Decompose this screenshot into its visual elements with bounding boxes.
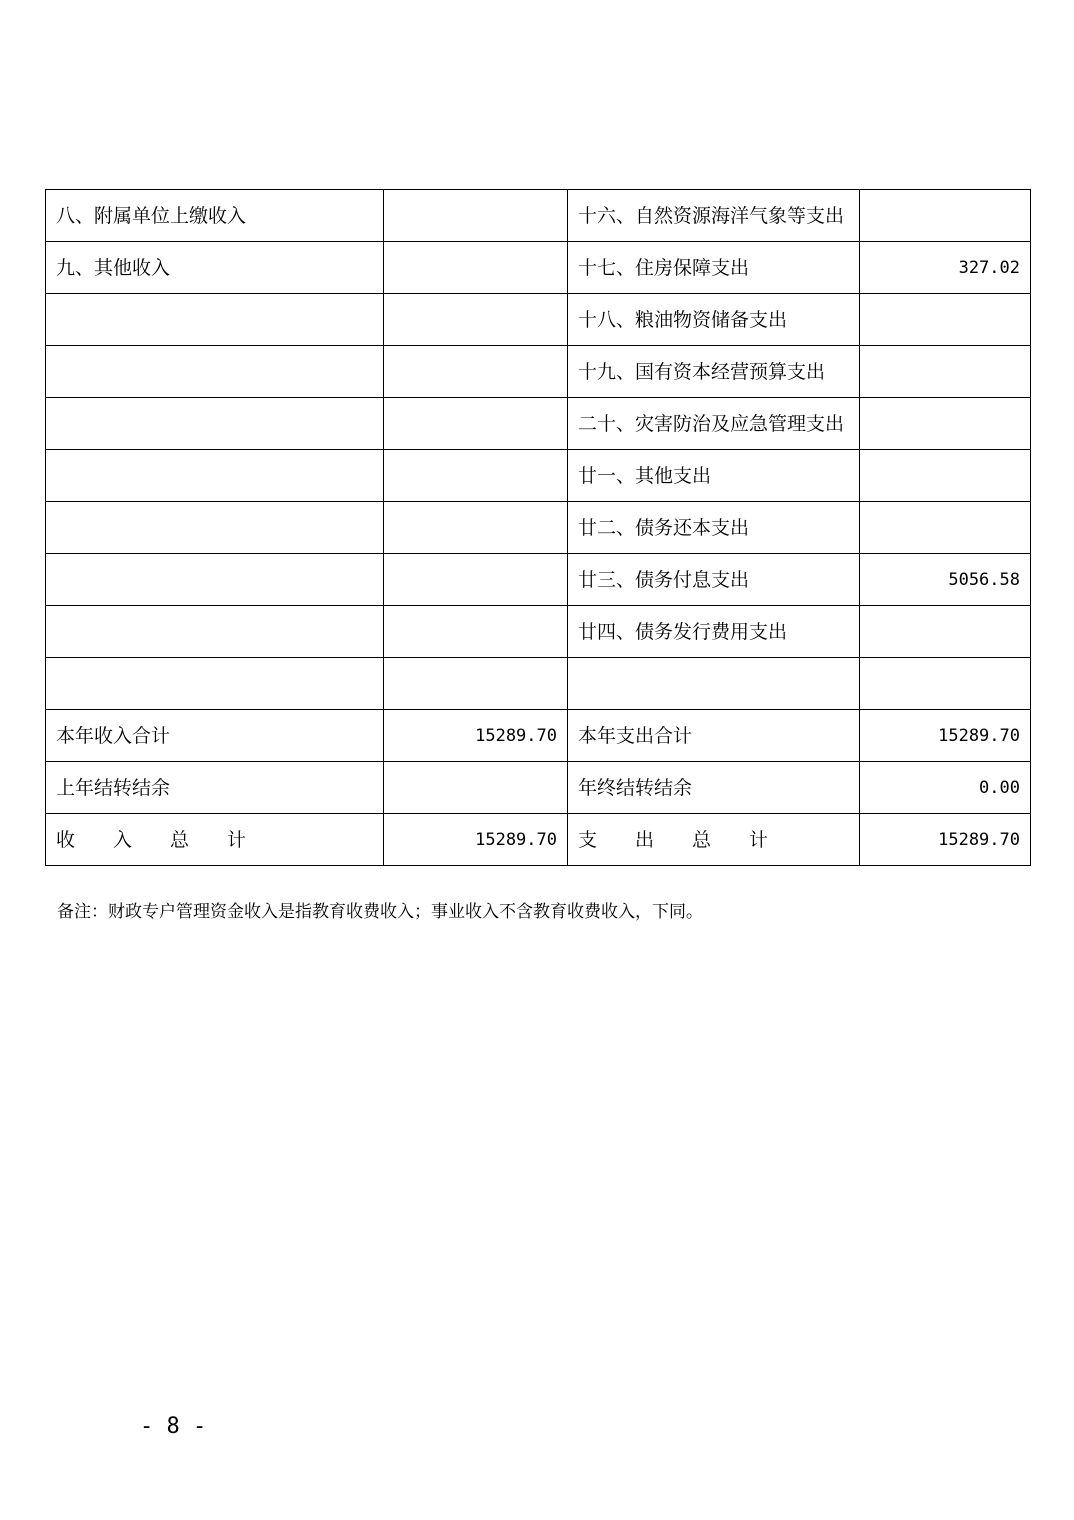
table-row <box>46 450 1031 502</box>
expense-value-cell <box>860 398 1031 450</box>
income-label-cell <box>46 398 384 450</box>
income-value-cell <box>384 398 568 450</box>
table-row <box>46 398 1031 450</box>
income-total-char: 收 <box>56 828 76 851</box>
table-row <box>46 294 1031 346</box>
expense-value-cell <box>860 502 1031 554</box>
income-label-cell <box>46 294 384 346</box>
expense-label-cell: 十七、住房保障支出 <box>568 242 860 294</box>
income-total-label <box>46 814 384 866</box>
income-value-cell <box>384 502 568 554</box>
expense-total-char: 支 <box>578 828 598 851</box>
expense-value-cell <box>860 606 1031 658</box>
expense-label-cell: 十九、国有资本经营预算支出 <box>568 346 860 398</box>
expense-label-cell: 本年支出合计 <box>568 710 860 762</box>
expense-total-char: 计 <box>748 828 768 851</box>
expense-value-cell <box>860 346 1031 398</box>
expense-value-cell: 0.00 <box>860 762 1031 814</box>
income-label-cell <box>46 606 384 658</box>
budget-table <box>45 189 1031 866</box>
expense-value-cell <box>860 450 1031 502</box>
income-total-char: 入 <box>112 828 132 851</box>
expense-value-cell <box>860 190 1031 242</box>
income-total-char: 总 <box>169 828 189 851</box>
income-value-cell <box>384 242 568 294</box>
income-label-cell: 九、其他收入 <box>46 242 384 294</box>
income-value-cell <box>384 294 568 346</box>
income-label-cell: 上年结转结余 <box>46 762 384 814</box>
income-label-cell <box>46 346 384 398</box>
expense-value-cell: 327.02 <box>860 242 1031 294</box>
table-row <box>46 242 1031 294</box>
income-label-cell <box>46 502 384 554</box>
income-total-value: 15289.70 <box>384 814 568 866</box>
income-value-cell <box>384 190 568 242</box>
total-row <box>46 814 1031 866</box>
table-row <box>46 658 1031 710</box>
footnote: 备注：财政专户管理资金收入是指教育收费收入；事业收入不含教育收费收入，下同。 <box>57 902 703 922</box>
expense-label-cell: 廿四、债务发行费用支出 <box>568 606 860 658</box>
expense-total-value: 15289.70 <box>860 814 1031 866</box>
table-row <box>46 190 1031 242</box>
expense-label-cell: 十八、粮油物资储备支出 <box>568 294 860 346</box>
expense-value-cell: 5056.58 <box>860 554 1031 606</box>
expense-label-cell: 十六、自然资源海洋气象等支出 <box>568 190 860 242</box>
income-value-cell <box>384 658 568 710</box>
table-row <box>46 346 1031 398</box>
income-value-cell <box>384 762 568 814</box>
income-value-cell: 15289.70 <box>384 710 568 762</box>
table-row <box>46 762 1031 814</box>
expense-label-cell: 年终结转结余 <box>568 762 860 814</box>
table-row <box>46 554 1031 606</box>
income-total-char: 计 <box>226 828 246 851</box>
income-label-cell: 本年收入合计 <box>46 710 384 762</box>
expense-value-cell: 15289.70 <box>860 710 1031 762</box>
table-row <box>46 502 1031 554</box>
income-label-cell: 八、附属单位上缴收入 <box>46 190 384 242</box>
expense-label-cell: 二十、灾害防治及应急管理支出 <box>568 398 860 450</box>
income-value-cell <box>384 554 568 606</box>
income-label-cell <box>46 554 384 606</box>
expense-label-cell: 廿二、债务还本支出 <box>568 502 860 554</box>
expense-label-cell: 廿一、其他支出 <box>568 450 860 502</box>
income-value-cell <box>384 606 568 658</box>
income-label-cell <box>46 658 384 710</box>
expense-value-cell <box>860 658 1031 710</box>
expense-total-label <box>568 814 860 866</box>
table-row <box>46 606 1031 658</box>
expense-label-cell: 廿三、债务付息支出 <box>568 554 860 606</box>
expense-total-char: 出 <box>634 828 654 851</box>
income-value-cell <box>384 450 568 502</box>
income-label-cell <box>46 450 384 502</box>
table-row <box>46 710 1031 762</box>
expense-value-cell <box>860 294 1031 346</box>
expense-label-cell <box>568 658 860 710</box>
page-number: - 8 - <box>140 1414 207 1439</box>
income-value-cell <box>384 346 568 398</box>
expense-total-char: 总 <box>691 828 711 851</box>
